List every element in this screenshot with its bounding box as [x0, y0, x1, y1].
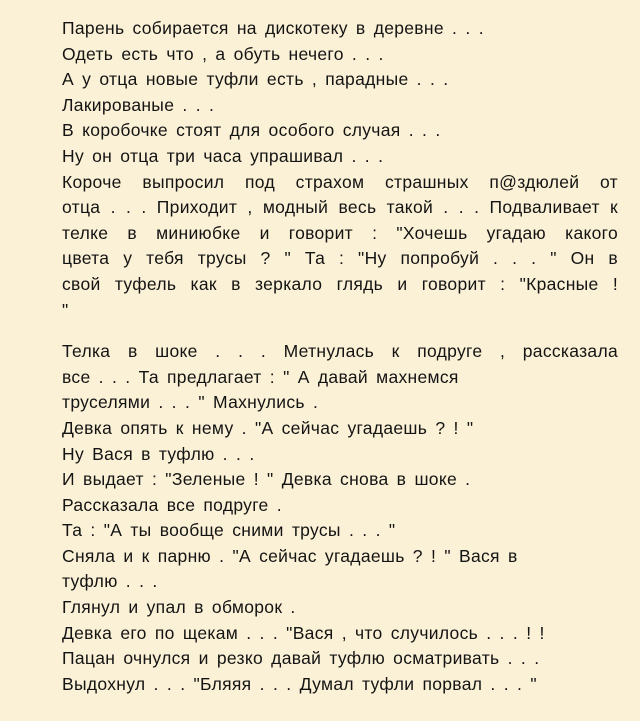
- text-line: все . . . Та предлагает : " А давай махнемся: [62, 366, 459, 387]
- paragraph-1: [62, 16, 618, 323]
- text-line: В коробочке стоят для особого случая . . .: [62, 120, 441, 141]
- text-line: туфлю . . .: [62, 571, 158, 592]
- text-line: отца . . . Приходит , модный весь такой . . . Подваливает к: [62, 197, 618, 218]
- text-line: Глянул и упал в обморок .: [62, 597, 296, 618]
- text-line: Та : "А ты вообще сними трусы . . . ": [62, 520, 396, 541]
- text-line: ": [62, 299, 69, 320]
- text-line: Ну Вася в туфлю . . .: [62, 443, 255, 464]
- text-line: Девка его по щекам . . . "Вася , что случилось . . . ! !: [62, 622, 545, 643]
- text-line: Ну он отца три часа упрашивал . . .: [62, 145, 384, 166]
- text-line: А у отца новые туфли есть , парадные . . .: [62, 69, 449, 90]
- paragraph-gap: [62, 323, 618, 339]
- text-line: труселями . . . " Махнулись .: [62, 392, 319, 413]
- text-line: цвета у тебя трусы ? " Та : "Ну попробуй . . . " Он в: [62, 248, 618, 269]
- text-line: Телка в шоке . . . Метнулась к подруге , рассказала: [62, 341, 618, 362]
- text-line: Лакированые . . .: [62, 94, 215, 115]
- text-line: Короче выпросил под страхом страшных п@здюлей от: [62, 171, 618, 192]
- text-line: Выдохнул . . . "Бляяя . . . Думал туфли порвал . . . ": [62, 673, 537, 694]
- text-line: Парень собирается на дискотеку в деревне . . .: [62, 18, 484, 38]
- text-line: И выдает : "Зеленые ! " Девка снова в шоке .: [62, 469, 471, 490]
- text-line: Рассказала все подруге .: [62, 494, 282, 515]
- text-line: телке в миниюбке и говорит : "Хочешь угадаю какого: [62, 222, 618, 243]
- text-line: Сняла и к парню . "А сейчас угадаешь ? ! " Вася в: [62, 545, 518, 566]
- text-line: Одеть есть что , а обуть нечего . . .: [62, 43, 384, 64]
- text-line: Пацан очнулся и резко давай туфлю осматривать . . .: [62, 648, 540, 669]
- text-line: свой туфель как в зеркало глядь и говорит : "Красные !: [62, 273, 618, 294]
- paragraph-2: [62, 339, 618, 697]
- text-line: Девка опять к нему . "А сейчас угадаешь ? ! ": [62, 417, 474, 438]
